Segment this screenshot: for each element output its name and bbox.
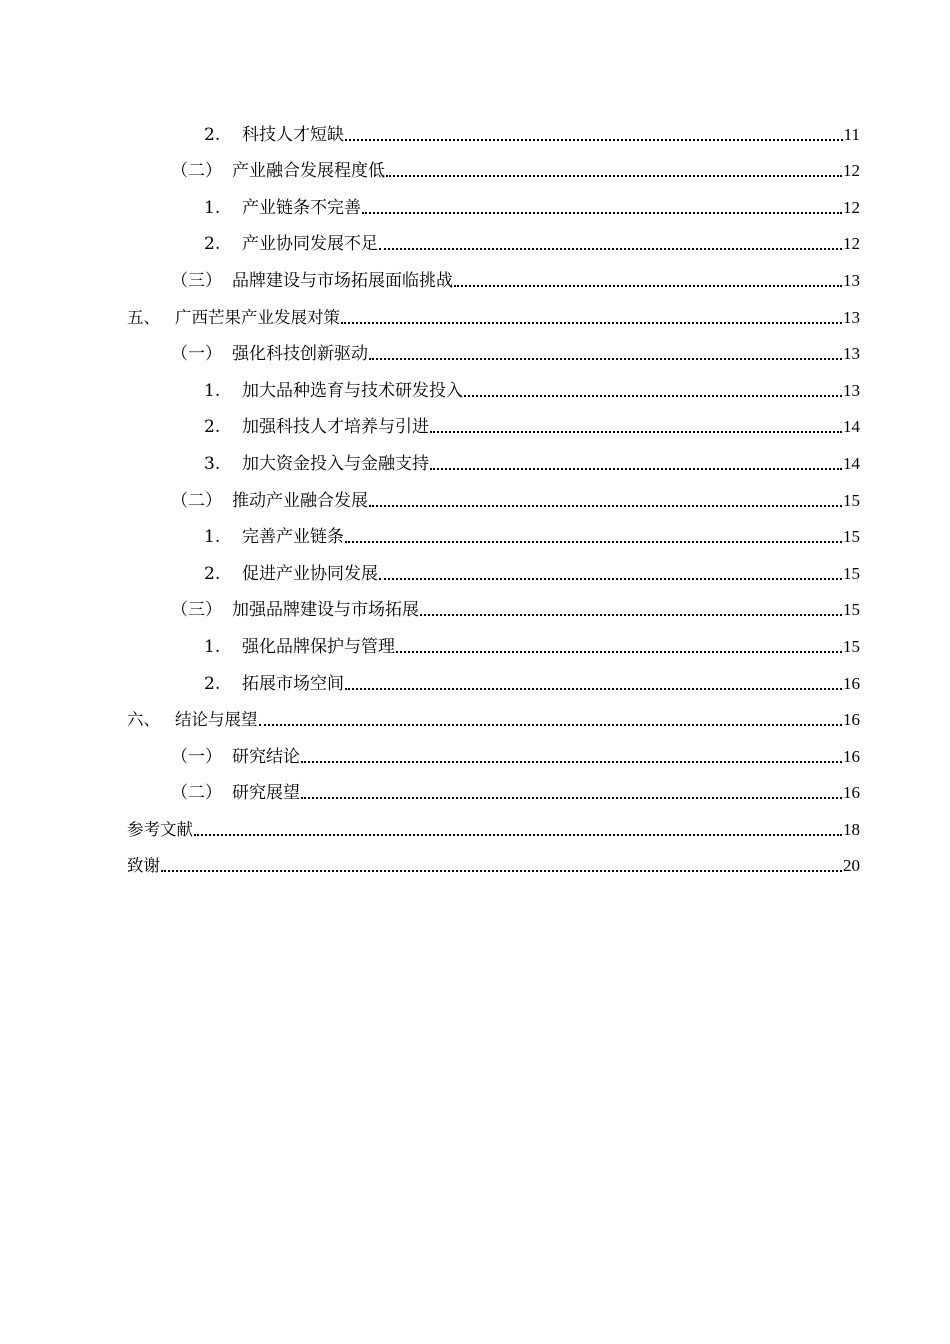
toc-entry-number: （二） [171,161,222,182]
toc-entry[interactable] [127,584,860,621]
dot-leader [369,358,842,360]
dot-leader [194,834,842,836]
toc-entry-number: 2. [204,234,221,255]
toc-entry-title: 加大品种选育与技术研发投入 [242,380,463,401]
toc-entry-page: 13 [843,270,860,290]
toc-entry-number: 2. [204,563,221,584]
toc-entry-number: 2. [204,417,221,438]
toc-entry-title: 强化科技创新驱动 [232,344,368,365]
toc-entry-page: 18 [843,819,860,839]
dot-leader [161,870,842,872]
toc-entry-title: 品牌建设与市场拓展面临挑战 [232,270,453,291]
toc-entry-number: （二） [171,783,222,804]
toc-entry[interactable] [127,364,860,401]
toc-entry[interactable] [127,730,860,767]
dot-leader [379,578,842,580]
toc-entry[interactable] [127,291,860,328]
dot-leader [379,248,842,250]
dot-leader [430,468,842,470]
toc-entry-page: 12 [843,161,860,181]
toc-entry[interactable] [127,181,860,218]
toc-entry-page: 13 [843,344,860,364]
toc-entry-number: 1. [204,636,221,657]
toc-entry-number: 1. [204,527,221,548]
table-of-contents [127,108,860,876]
toc-entry-page: 14 [843,453,860,473]
toc-entry-page: 12 [843,197,860,217]
toc-entry-number: （三） [171,600,222,621]
dot-leader [341,322,842,324]
dot-leader [345,688,842,690]
toc-entry-title: 研究展望 [232,783,300,804]
toc-entry-number: 1. [204,197,221,218]
toc-entry-page: 15 [843,636,860,656]
toc-entry-number: 五、 [127,307,160,327]
toc-entry-number: （一） [171,746,222,767]
toc-entry-title: 加大资金投入与金融支持 [242,453,429,474]
dot-leader [362,212,842,214]
toc-entry-page: 16 [843,746,860,766]
toc-entry-title: 产业融合发展程度低 [232,161,385,182]
toc-entry[interactable] [127,840,860,877]
toc-entry[interactable] [127,328,860,365]
toc-entry[interactable] [127,474,860,511]
toc-entry-title: 促进产业协同发展 [242,563,378,584]
toc-entry[interactable] [127,620,860,657]
toc-entry-title: 研究结论 [232,746,300,767]
toc-entry-title: 结论与展望 [175,710,258,730]
dot-leader [464,395,842,397]
toc-entry[interactable] [127,437,860,474]
toc-entry-page: 16 [843,783,860,803]
toc-entry[interactable] [127,803,860,840]
toc-entry-page: 15 [843,490,860,510]
dot-leader [430,431,842,433]
dot-leader [386,175,842,177]
toc-entry-page: 14 [843,417,860,437]
toc-entry-page: 16 [843,710,860,730]
toc-entry-title: 科技人才短缺 [242,124,344,145]
toc-entry-number: （一） [171,344,222,365]
toc-entry-page: 15 [843,600,860,620]
toc-entry[interactable] [127,108,860,145]
toc-entry-page: 12 [843,234,860,254]
toc-entry-title: 完善产业链条 [242,527,344,548]
toc-entry-title: 加强科技人才培养与引进 [242,417,429,438]
toc-entry-page: 11 [843,124,860,144]
dot-leader [345,139,843,141]
toc-entry[interactable] [127,657,860,694]
toc-entry-page: 13 [843,380,860,400]
toc-entry-number: 1. [204,380,221,401]
toc-entry-number: （三） [171,270,222,291]
toc-entry-number: 3. [204,453,221,474]
toc-entry[interactable] [127,767,860,804]
toc-entry-page: 13 [843,307,860,327]
dot-leader [454,285,842,287]
toc-entry-title: 强化品牌保护与管理 [242,636,395,657]
toc-entry-number: 2. [204,124,221,145]
toc-entry[interactable] [127,145,860,182]
dot-leader [301,797,842,799]
toc-entry-number: 2. [204,673,221,694]
toc-entry[interactable] [127,511,860,548]
toc-entry-number: 六、 [127,710,160,730]
dot-leader [369,505,842,507]
toc-entry[interactable] [127,547,860,584]
toc-entry-page: 15 [843,563,860,583]
toc-entry-title: 产业链条不完善 [242,197,361,218]
toc-entry-title: 加强品牌建设与市场拓展 [232,600,419,621]
dot-leader [345,541,842,543]
toc-entry[interactable] [127,401,860,438]
toc-entry-title: 广西芒果产业发展对策 [175,307,340,327]
toc-entry-page: 16 [843,673,860,693]
toc-entry[interactable] [127,254,860,291]
toc-entry-title: 致谢 [127,856,160,876]
toc-entry-title: 参考文献 [127,819,193,839]
dot-leader [420,614,842,616]
toc-entry-title: 拓展市场空间 [242,673,344,694]
toc-entry-title: 推动产业融合发展 [232,490,368,511]
toc-entry[interactable] [127,218,860,255]
toc-entry-page: 20 [843,856,860,876]
toc-entry-number: （二） [171,490,222,511]
toc-entry-title: 产业协同发展不足 [242,234,378,255]
dot-leader [301,761,842,763]
toc-entry-page: 15 [843,527,860,547]
toc-entry[interactable] [127,694,860,731]
dot-leader [259,724,843,726]
dot-leader [396,651,842,653]
